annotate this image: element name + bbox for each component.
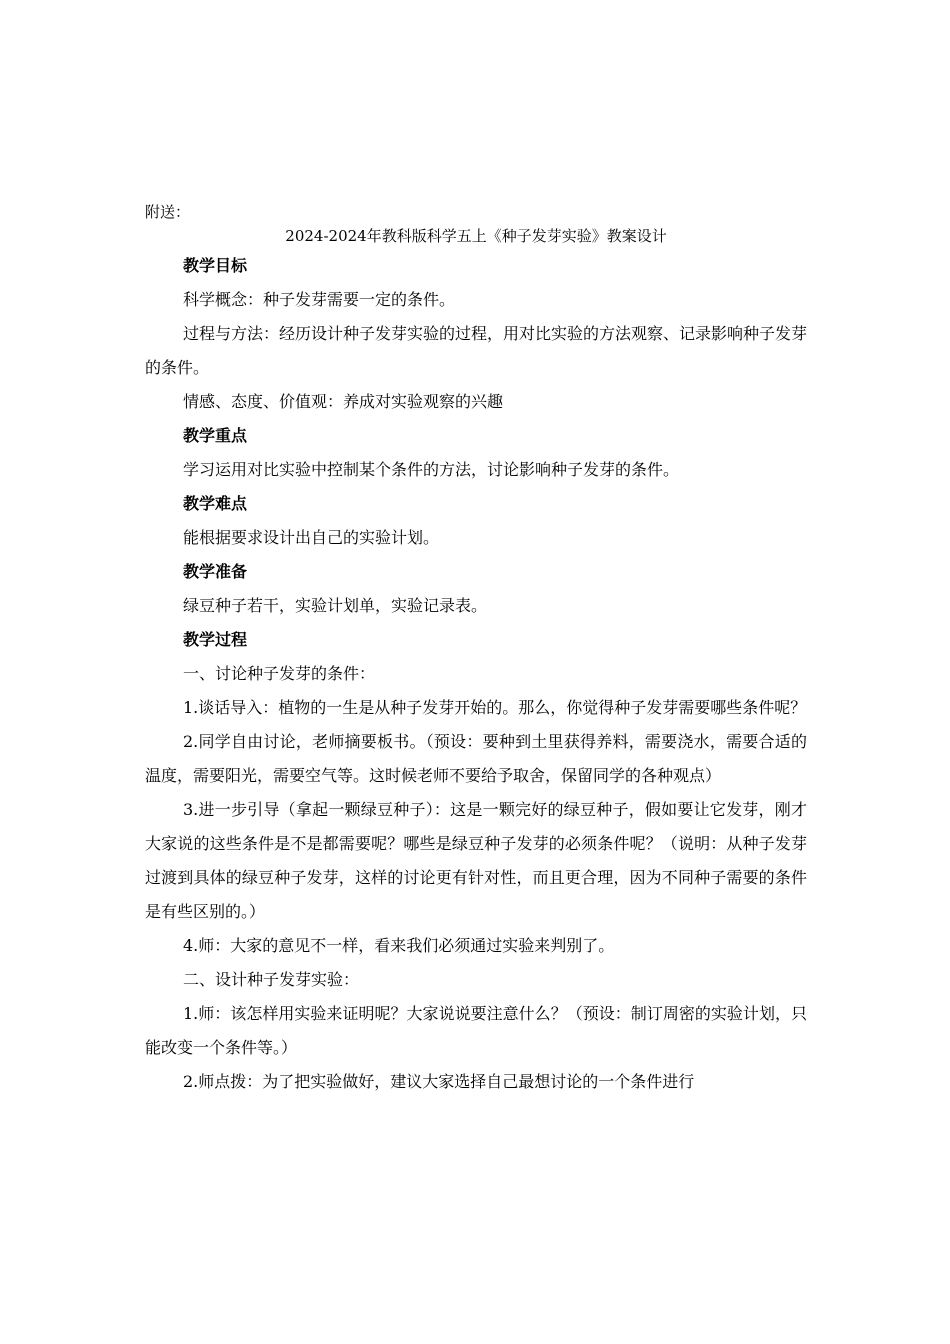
paragraph-difficulties: 能根据要求设计出自己的实验计划。 [183, 528, 440, 547]
paragraph-attitude: 情感、态度、价值观：养成对实验观察的兴趣 [183, 392, 504, 411]
paragraph-method: 过程与方法：经历设计种子发芽实验的过程，用对比实验的方法观察、记录影响种子发芽的条件。 [145, 324, 808, 377]
paragraph-step-1: 1.谈话导入：植物的一生是从种子发芽开始的。那么，你觉得种子发芽需要哪些条件呢？ [183, 698, 807, 717]
paragraph-concept: 科学概念：种子发芽需要一定的条件。 [183, 290, 456, 309]
section-heading-difficulties: 教学难点 [183, 494, 248, 513]
document-title: 2024-2024年教科版科学五上《种子发芽实验》教案设计 [285, 227, 667, 245]
document-body [145, 201, 807, 1099]
appendix-note: 附送： [145, 203, 191, 221]
paragraph-step-4: 4.师：大家的意见不一样，看来我们必须通过实验来判别了。 [183, 936, 615, 955]
paragraph-part-two-step-1: 1.师：该怎样用实验来证明呢？大家说说要注意什么？（预设：制订周密的实验计划，只能改变一个条件等。） [145, 1004, 807, 1057]
paragraph-key-points: 学习运用对比实验中控制某个条件的方法，讨论影响种子发芽的条件。 [183, 460, 680, 479]
paragraph-part-one: 一、讨论种子发芽的条件： [183, 664, 376, 683]
paragraph-part-two-step-2: 2.师点拨：为了把实验做好，建议大家选择自己最想讨论的一个条件进行 [183, 1072, 695, 1091]
section-heading-key-points: 教学重点 [183, 426, 248, 445]
section-heading-preparation: 教学准备 [183, 562, 248, 581]
paragraph-preparation: 绿豆种子若干，实验计划单，实验记录表。 [183, 596, 488, 615]
paragraph-step-3: 3.进一步引导（拿起一颗绿豆种子）：这是一颗完好的绿豆种子，假如要让它发芽，刚才大家说的这些条件是不是都需要呢？哪些是绿豆种子发芽的必须条件呢？（说明：从种子发芽过渡到具体的绿豆种子发芽，这样的讨论更有针对性，而且更合理，因为不同种子需要的条件是有些区别的。） [145, 800, 807, 921]
paragraph-part-two: 二、设计种子发芽实验： [183, 970, 360, 989]
section-heading-process: 教学过程 [183, 630, 248, 649]
paragraph-step-2: 2.同学自由讨论，老师摘要板书。（预设：要种到土里获得养料，需要浇水，需要合适的温度，需要阳光，需要空气等。这时候老师不要给予取舍，保留同学的各种观点） [145, 732, 807, 785]
section-heading-objectives: 教学目标 [183, 256, 248, 275]
